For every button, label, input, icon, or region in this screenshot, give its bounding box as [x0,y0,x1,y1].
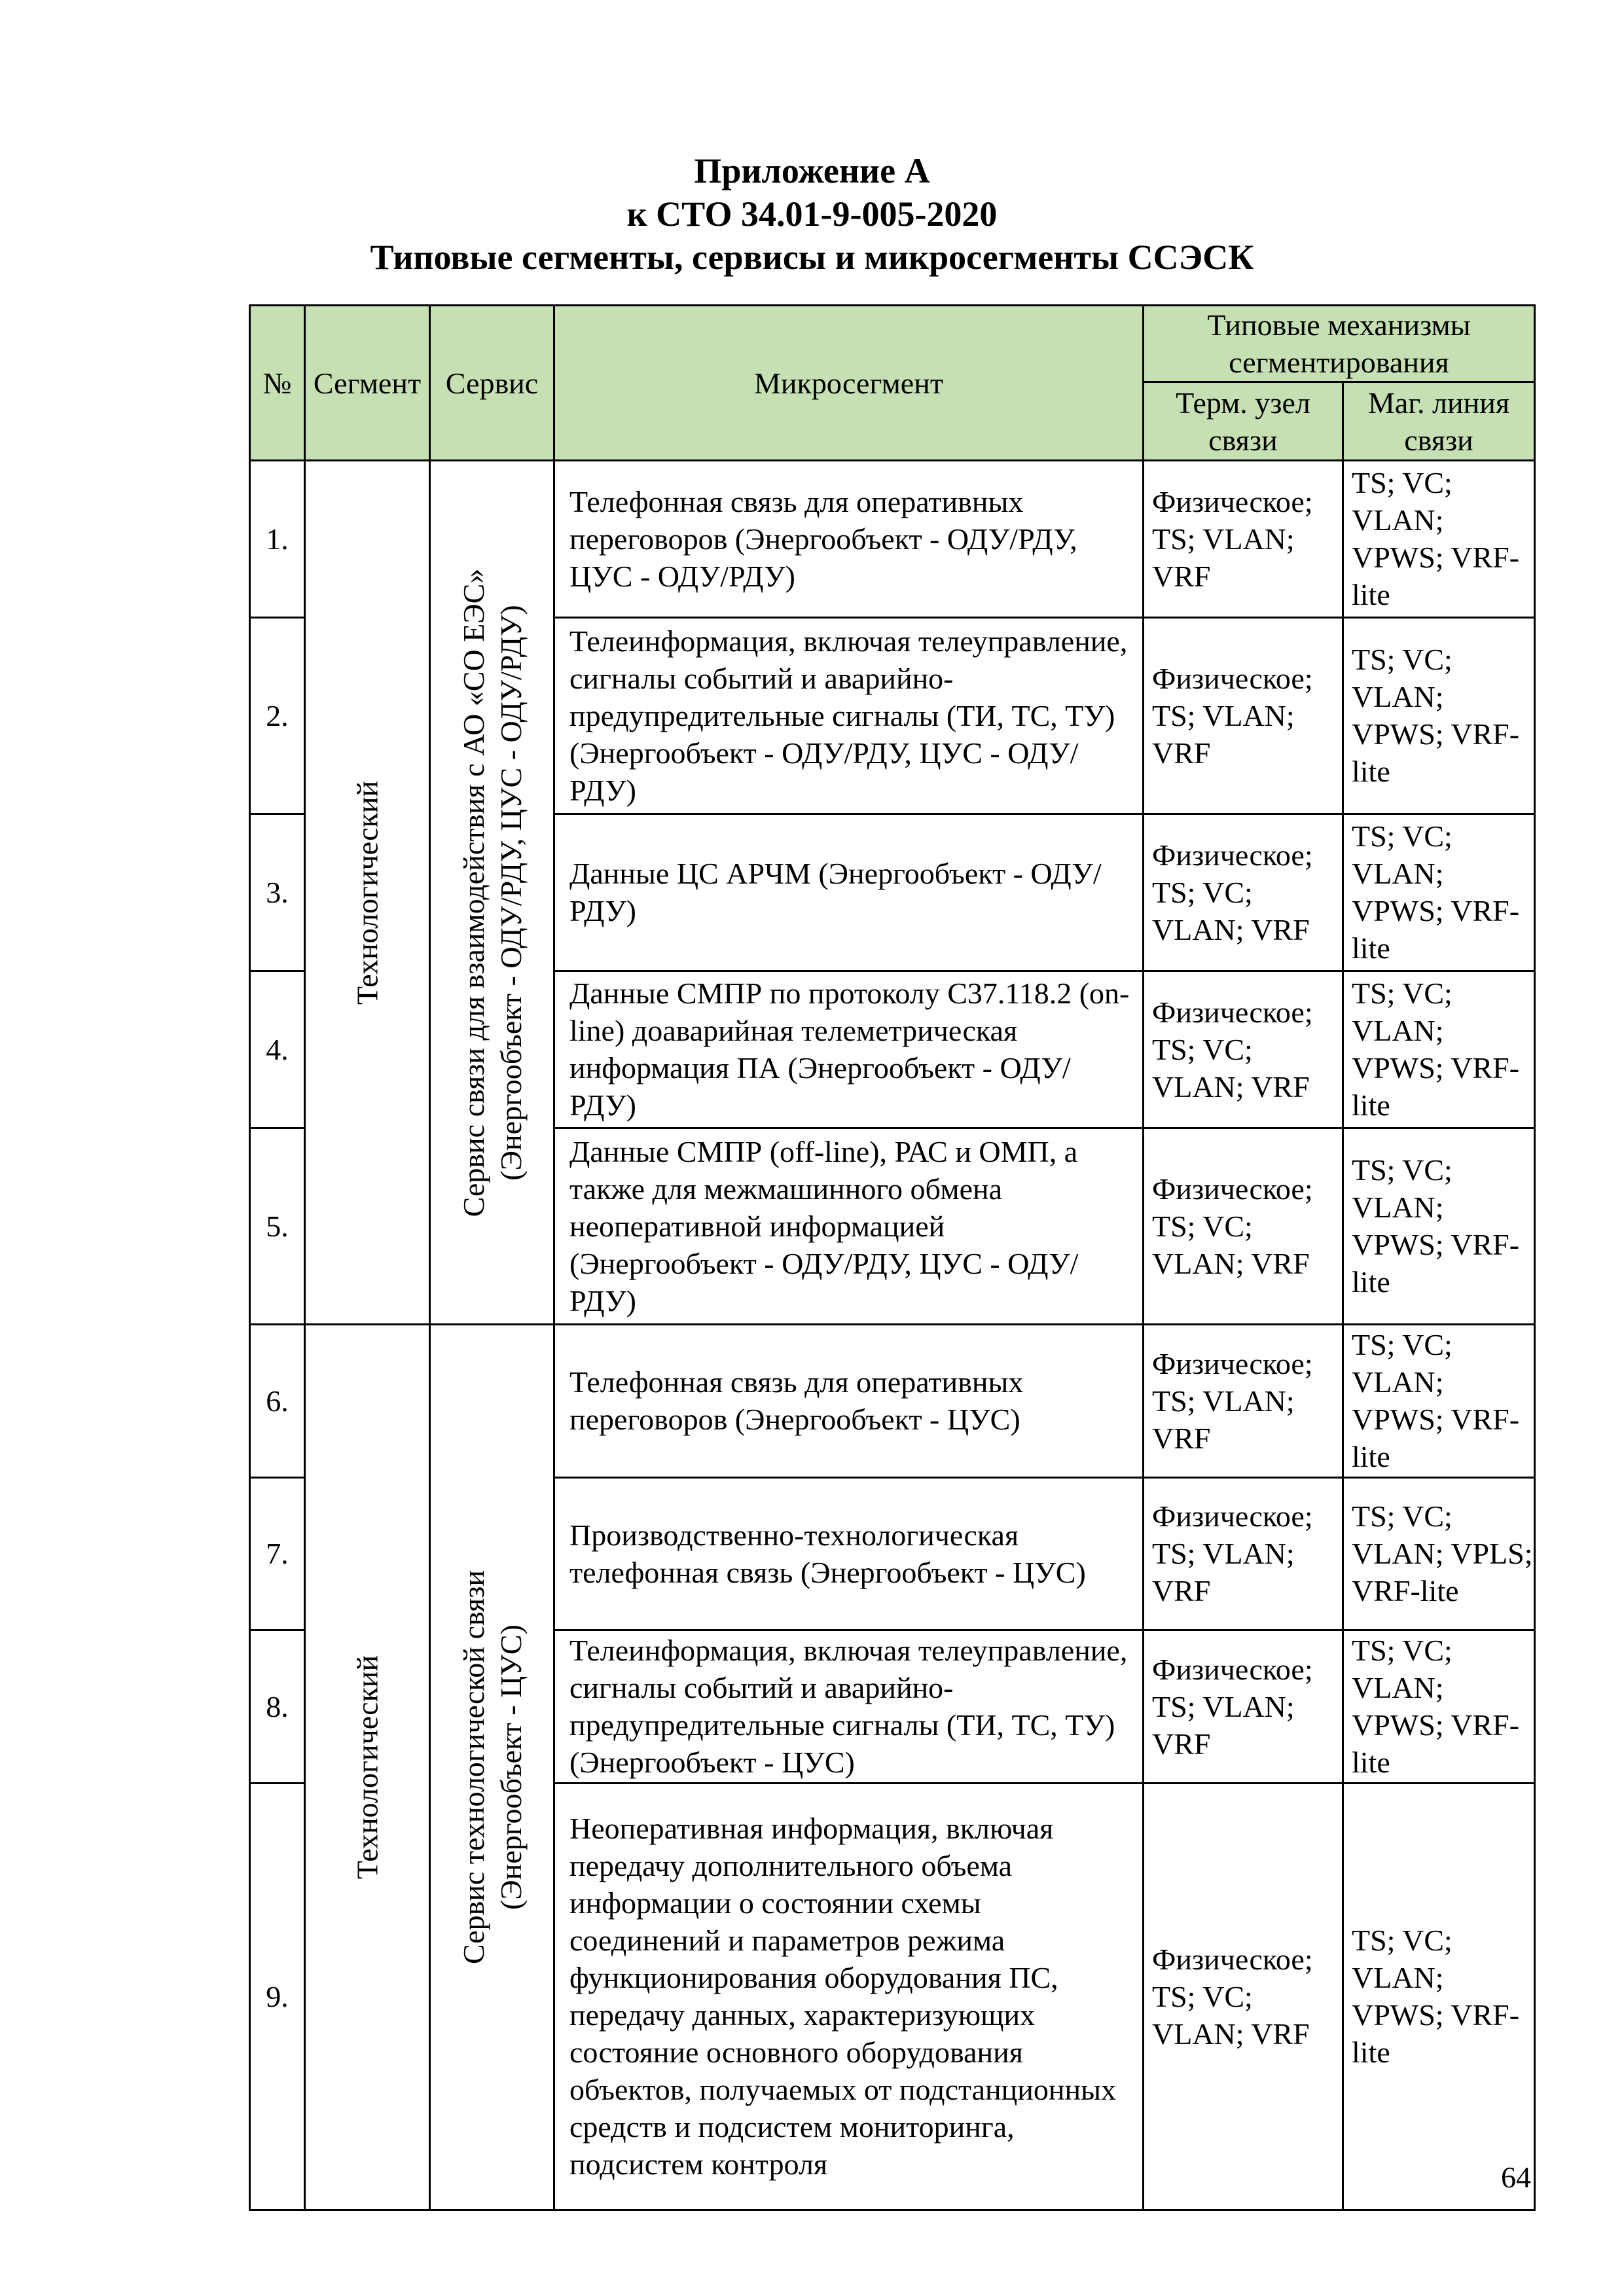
mag-line-cell: TS; VC; VLAN; VPWS; VRF-lite [1343,971,1535,1128]
row-number: 9. [250,1783,305,2210]
page-number: 64 [1501,2161,1531,2194]
segments-table [249,304,1536,2211]
term-node-cell: Физическое; TS; VC; VLAN; VRF [1144,814,1343,971]
term-node-cell: Физическое; TS; VC; VLAN; VRF [1144,1783,1343,2210]
term-node-cell: Физическое; TS; VLAN; VRF [1144,1630,1343,1784]
mag-line-cell: TS; VC; VLAN; VPWS; VRF-lite [1343,617,1535,814]
header-num: № [250,306,305,461]
title-line-2: к СТО 34.01-9-005-2020 [626,194,998,234]
mag-line-cell: TS; VC; VLAN; VPWS; VRF-lite [1343,1630,1535,1784]
header-mag: Маг. линия связи [1343,382,1535,461]
term-node-cell: Физическое; TS; VLAN; VRF [1144,617,1343,814]
mag-line-cell: TS; VC; VLAN; VPWS; VRF-lite [1343,814,1535,971]
row-number: 4. [250,971,305,1128]
service-cell [430,1325,554,2210]
row-number: 8. [250,1630,305,1784]
microsegment-cell: Телефонная связь для оперативных переговоров (Энергообъект - ОДУ/РДУ, ЦУС - ОДУ/РДУ) [554,461,1144,618]
mag-line-cell: TS; VC; VLAN; VPWS; VRF-lite [1343,1128,1535,1324]
table-row [250,1325,1535,1478]
service-label [455,1570,530,1964]
service-label-line-1: Сервис технологической связи [456,1570,490,1964]
term-node-cell: Физическое; TS; VC; VLAN; VRF [1144,971,1343,1128]
title-line-1: Приложение А [694,151,930,190]
mag-line-cell: TS; VC; VLAN; VPLS; VRF-lite [1343,1477,1535,1630]
document-title [0,149,1624,279]
table-row [250,461,1535,618]
mag-line-cell: TS; VC; VLAN; VPWS; VRF-lite [1343,1783,1535,2210]
service-label [455,568,530,1217]
header-microsegment: Микросегмент [554,306,1144,461]
service-label-line-1: Сервис связи для взаимодействия с АО «СО ЕЭС» [456,568,490,1217]
term-node-cell: Физическое; TS; VLAN; VRF [1144,461,1343,618]
term-node-cell: Физическое; TS; VC; VLAN; VRF [1144,1128,1343,1324]
microsegment-cell: Данные СМПР по протоколу C37.118.2 (on-line) доаварийная телеметрическая информация ПА (Энергообъект - ОДУ/РДУ) [554,971,1144,1128]
term-node-cell: Физическое; TS; VLAN; VRF [1144,1477,1343,1630]
microsegment-cell: Данные СМПР (off-line), РАС и ОМП, а также для межмашинного обмена неоперативной информацией (Энергообъект - ОДУ/РДУ, ЦУС - ОДУ/РДУ) [554,1128,1144,1324]
mag-line-cell: TS; VC; VLAN; VPWS; VRF-lite [1343,1325,1535,1478]
microsegment-cell: Телефонная связь для оперативных переговоров (Энергообъект - ЦУС) [554,1325,1144,1478]
row-number: 7. [250,1477,305,1630]
header-term: Терм. узел связи [1144,382,1343,461]
header-mechanisms: Типовые механизмы сегментирования [1144,306,1535,382]
segment-cell [305,461,430,1325]
service-cell [430,461,554,1325]
segment-cell [305,1325,430,2210]
microsegment-cell: Телеинформация, включая телеуправление, сигналы событий и аварийно-предупредительные сигналы (ТИ, ТС, ТУ) (Энергообъект - ОДУ/РДУ, ЦУС - ОДУ/РДУ) [554,617,1144,814]
row-number: 1. [250,461,305,618]
row-number: 3. [250,814,305,971]
row-number: 6. [250,1325,305,1478]
service-label-line-2: (Энергообъект - ОДУ/РДУ, ЦУС - ОДУ/РДУ) [494,604,528,1181]
microsegment-cell: Данные ЦС АРЧМ (Энергообъект - ОДУ/РДУ) [554,814,1144,971]
mag-line-cell: TS; VC; VLAN; VPWS; VRF-lite [1343,461,1535,618]
segment-label: Технологический [350,1655,384,1880]
title-line-3: Типовые сегменты, сервисы и микросегменты ССЭСК [370,238,1254,277]
microsegment-cell: Производственно-технологическая телефонная связь (Энергообъект - ЦУС) [554,1477,1144,1630]
microsegment-cell: Неоперативная информация, включая передачу дополнительного объема информации о состоянии схемы соединений и параметров режима функционирования оборудования ПС, передачу данных, характеризующих состояние основного оборудования объектов, получаемых от подстанционных средств и подсистем мониторинга, подсистем контроля [554,1783,1144,2210]
row-number: 2. [250,617,305,814]
row-number: 5. [250,1128,305,1324]
term-node-cell: Физическое; TS; VLAN; VRF [1144,1325,1343,1478]
header-segment: Сегмент [305,306,430,461]
service-label-line-2: (Энергообъект - ЦУС) [494,1624,528,1910]
header-service: Сервис [430,306,554,461]
segment-label: Технологический [350,780,384,1005]
microsegment-cell: Телеинформация, включая телеуправление, сигналы событий и аварийно-предупредительные сигналы (ТИ, ТС, ТУ) (Энергообъект - ЦУС) [554,1630,1144,1784]
